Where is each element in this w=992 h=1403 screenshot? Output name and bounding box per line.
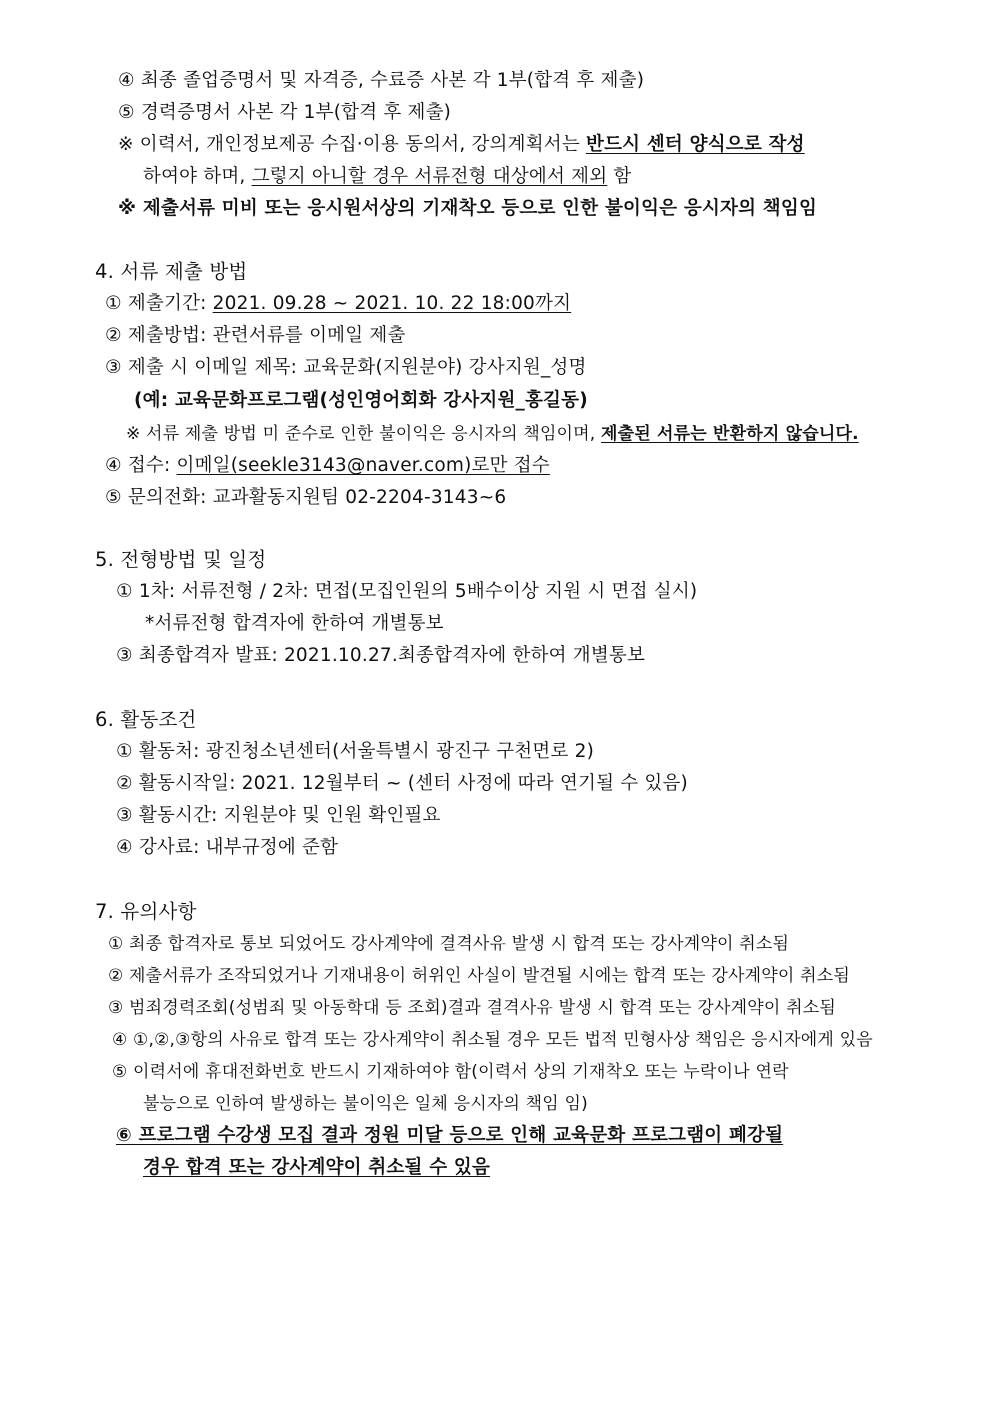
doc-note-form-requirement: [118, 131, 896, 159]
section-5-title: 5. 전형방법 및 일정: [95, 548, 267, 571]
section-4-title: 4. 서류 제출 방법: [95, 260, 248, 283]
doc-item-career-certificate: ⑤ 경력증명서 사본 각 1부(합격 후 제출): [118, 102, 452, 123]
period-value: 2021. 09.28 ~ 2021. 10. 22 18:00까지: [212, 293, 572, 314]
caution-item-6-cont: 경우 합격 또는 강사계약이 취소될 수 있음: [143, 1157, 491, 1178]
note-text: 하여야 하며,: [143, 166, 252, 187]
reception-method: [105, 452, 550, 480]
submission-period: [105, 290, 571, 318]
final-announcement: ③ 최종합격자 발표: 2021.10.27.최종합격자에 한하여 개별통보: [116, 645, 646, 666]
note-emphasis: 그렇지 아니할 경우 서류전형 대상에서 제외: [251, 166, 608, 187]
caution-item-3: ③ 범죄경력조회(성범죄 및 아동학대 등 조회)결과 결격사유 발생 시 합격 또는 강사계약이 취소됨: [108, 998, 836, 1018]
caution-item-2: ② 제출서류가 조작되었거나 기재내용이 허위인 사실이 발견될 시에는 합격 또는 강사계약이 취소됨: [108, 966, 850, 986]
submission-note: [126, 420, 859, 448]
caution-item-6: ⑥ 프로그램 수강생 모집 결과 정원 미달 등으로 인해 교육문화 프로그램이 폐강될: [116, 1125, 784, 1146]
doc-note-applicant-responsibility: ※ 제출서류 미비 또는 응시원서상의 기재착오 등으로 인한 불이익은 응시자의 책임임: [118, 198, 818, 219]
note-text: 함: [607, 166, 632, 187]
submission-method: ② 제출방법: 관련서류를 이메일 제출: [105, 325, 406, 346]
email-subject-format: ③ 제출 시 이메일 제목: 교육문화(지원분야) 강사지원_성명: [105, 357, 587, 378]
activity-location: ① 활동처: 광진청소년센터(서울특별시 광진구 구천면로 2): [116, 741, 594, 762]
reception-label: ④ 접수:: [105, 455, 177, 476]
instructor-fee: ④ 강사료: 내부규정에 준함: [116, 837, 339, 858]
period-label: ① 제출기간:: [105, 293, 213, 314]
activity-hours: ③ 활동시간: 지원분야 및 인원 확인필요: [116, 805, 441, 826]
note-text: ※ 서류 제출 방법 미 준수로 인한 불이익은 응시자의 책임이며,: [126, 424, 602, 444]
section-7-title: 7. 유의사항: [95, 900, 197, 923]
note-emphasis: 반드시 센터 양식으로 작성: [586, 134, 805, 155]
doc-note-form-requirement-cont: [143, 163, 631, 191]
inquiry-phone: ⑤ 문의전화: 교과활동지원팀 02-2204-3143~6: [105, 487, 507, 508]
doc-item-final-certificate: ④ 최종 졸업증명서 및 자격증, 수료증 사본 각 1부(합격 후 제출): [118, 70, 645, 91]
note-text: ※ 이력서, 개인정보제공 수집·이용 동의서, 강의계획서는: [118, 134, 586, 155]
activity-start-date: ② 활동시작일: 2021. 12월부터 ~ (센터 사정에 따라 연기될 수 있음): [116, 773, 688, 794]
selection-stages: ① 1차: 서류전형 / 2차: 면접(모집인원의 5배수이상 지원 시 면접 실시): [116, 581, 698, 602]
selection-stages-note: *서류전형 합격자에 한하여 개별통보: [145, 613, 444, 634]
caution-item-5: ⑤ 이력서에 휴대전화번호 반드시 기재하여야 함(이력서 상의 기재착오 또는 누락이나 연락: [112, 1062, 789, 1082]
email-subject-example: (예: 교육문화프로그램(성인영어회화 강사지원_홍길동): [134, 390, 588, 411]
caution-item-5-cont: 불능으로 인하여 발생하는 불이익은 일체 응시자의 책임 임): [143, 1094, 588, 1114]
section-6-title: 6. 활동조건: [95, 708, 197, 731]
caution-item-4: ④ ①,②,③항의 사유로 합격 또는 강사계약이 취소될 경우 모든 법적 민형사상 책임은 응시자에게 있음: [112, 1030, 873, 1050]
reception-email-link[interactable]: 이메일(seekle3143@naver.com)로만 접수: [176, 455, 550, 476]
note-emphasis: 제출된 서류는 반환하지 않습니다.: [601, 424, 859, 444]
caution-item-1: ① 최종 합격자로 통보 되었어도 강사계약에 결격사유 발생 시 합격 또는 강사계약이 취소됨: [108, 934, 790, 954]
